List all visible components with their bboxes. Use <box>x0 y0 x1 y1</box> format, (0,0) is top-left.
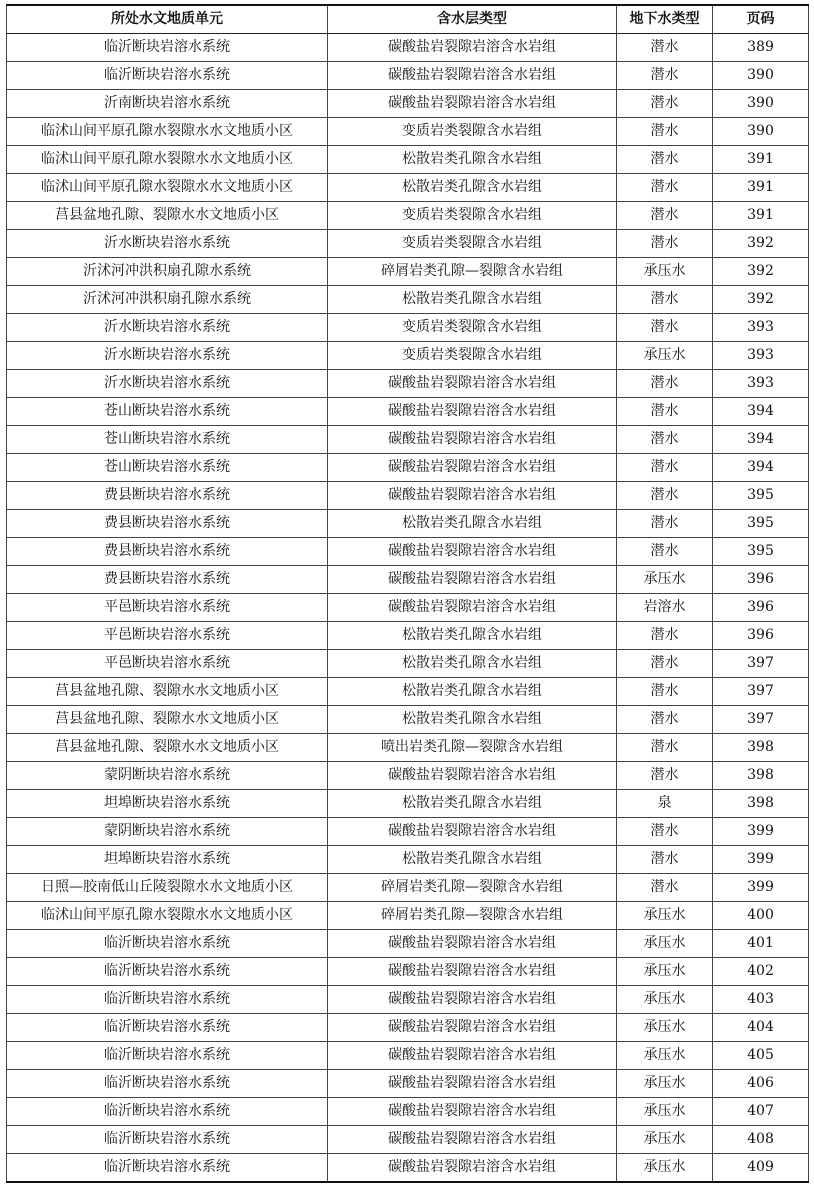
document-page <box>6 4 808 1183</box>
cell-groundwater-type: 潜水 <box>617 678 713 706</box>
index-table <box>6 4 809 1183</box>
cell-groundwater-type: 潜水 <box>617 34 713 62</box>
cell-hydrogeologic-unit: 平邑断块岩溶水系统 <box>7 622 328 650</box>
cell-groundwater-type: 潜水 <box>617 370 713 398</box>
cell-hydrogeologic-unit: 临沭山间平原孔隙水裂隙水水文地质小区 <box>7 174 328 202</box>
cell-groundwater-type: 承压水 <box>617 930 713 958</box>
table-row <box>7 314 809 342</box>
cell-groundwater-type: 承压水 <box>617 566 713 594</box>
cell-page-number: 397 <box>713 678 809 706</box>
cell-hydrogeologic-unit: 临沂断块岩溶水系统 <box>7 1126 328 1154</box>
cell-groundwater-type: 承压水 <box>617 1154 713 1183</box>
header-row <box>7 5 809 34</box>
cell-groundwater-type: 潜水 <box>617 650 713 678</box>
cell-groundwater-type: 潜水 <box>617 62 713 90</box>
cell-aquifer-type: 变质岩类裂隙含水岩组 <box>328 202 617 230</box>
cell-page-number: 404 <box>713 1014 809 1042</box>
table-row <box>7 566 809 594</box>
cell-hydrogeologic-unit: 苍山断块岩溶水系统 <box>7 454 328 482</box>
cell-aquifer-type: 松散岩类孔隙含水岩组 <box>328 622 617 650</box>
table-row <box>7 34 809 62</box>
cell-page-number: 403 <box>713 986 809 1014</box>
cell-groundwater-type: 潜水 <box>617 426 713 454</box>
cell-page-number: 400 <box>713 902 809 930</box>
cell-aquifer-type: 碎屑岩类孔隙—裂隙含水岩组 <box>328 258 617 286</box>
cell-page-number: 391 <box>713 202 809 230</box>
cell-aquifer-type: 松散岩类孔隙含水岩组 <box>328 678 617 706</box>
table-row <box>7 370 809 398</box>
cell-page-number: 394 <box>713 398 809 426</box>
cell-aquifer-type: 碎屑岩类孔隙—裂隙含水岩组 <box>328 902 617 930</box>
cell-page-number: 392 <box>713 230 809 258</box>
cell-hydrogeologic-unit: 费县断块岩溶水系统 <box>7 566 328 594</box>
cell-page-number: 391 <box>713 174 809 202</box>
cell-aquifer-type: 变质岩类裂隙含水岩组 <box>328 314 617 342</box>
cell-groundwater-type: 潜水 <box>617 538 713 566</box>
table-row <box>7 594 809 622</box>
cell-aquifer-type: 松散岩类孔隙含水岩组 <box>328 650 617 678</box>
cell-aquifer-type: 碎屑岩类孔隙—裂隙含水岩组 <box>328 874 617 902</box>
cell-page-number: 396 <box>713 622 809 650</box>
table-row <box>7 706 809 734</box>
cell-groundwater-type: 潜水 <box>617 762 713 790</box>
table-row <box>7 958 809 986</box>
cell-groundwater-type: 承压水 <box>617 958 713 986</box>
cell-page-number: 393 <box>713 370 809 398</box>
table-row <box>7 622 809 650</box>
table-row <box>7 902 809 930</box>
cell-aquifer-type: 松散岩类孔隙含水岩组 <box>328 790 617 818</box>
cell-groundwater-type: 潜水 <box>617 230 713 258</box>
cell-groundwater-type: 潜水 <box>617 846 713 874</box>
cell-page-number: 399 <box>713 846 809 874</box>
cell-hydrogeologic-unit: 临沂断块岩溶水系统 <box>7 1014 328 1042</box>
cell-groundwater-type: 岩溶水 <box>617 594 713 622</box>
cell-hydrogeologic-unit: 临沂断块岩溶水系统 <box>7 1070 328 1098</box>
cell-page-number: 390 <box>713 118 809 146</box>
cell-hydrogeologic-unit: 蒙阴断块岩溶水系统 <box>7 818 328 846</box>
table-row <box>7 762 809 790</box>
table-row <box>7 230 809 258</box>
cell-aquifer-type: 碳酸盐岩裂隙岩溶含水岩组 <box>328 62 617 90</box>
cell-groundwater-type: 潜水 <box>617 146 713 174</box>
table-row <box>7 118 809 146</box>
cell-groundwater-type: 潜水 <box>617 202 713 230</box>
cell-hydrogeologic-unit: 莒县盆地孔隙、裂隙水水文地质小区 <box>7 202 328 230</box>
table-row <box>7 202 809 230</box>
cell-hydrogeologic-unit: 临沭山间平原孔隙水裂隙水水文地质小区 <box>7 902 328 930</box>
cell-groundwater-type: 潜水 <box>617 622 713 650</box>
cell-hydrogeologic-unit: 临沂断块岩溶水系统 <box>7 986 328 1014</box>
cell-aquifer-type: 碳酸盐岩裂隙岩溶含水岩组 <box>328 958 617 986</box>
cell-page-number: 405 <box>713 1042 809 1070</box>
cell-page-number: 394 <box>713 454 809 482</box>
cell-hydrogeologic-unit: 临沂断块岩溶水系统 <box>7 1154 328 1183</box>
cell-aquifer-type: 变质岩类裂隙含水岩组 <box>328 342 617 370</box>
cell-hydrogeologic-unit: 费县断块岩溶水系统 <box>7 538 328 566</box>
cell-aquifer-type: 碳酸盐岩裂隙岩溶含水岩组 <box>328 34 617 62</box>
cell-hydrogeologic-unit: 蒙阴断块岩溶水系统 <box>7 762 328 790</box>
cell-page-number: 399 <box>713 818 809 846</box>
cell-hydrogeologic-unit: 费县断块岩溶水系统 <box>7 482 328 510</box>
cell-page-number: 390 <box>713 62 809 90</box>
cell-page-number: 397 <box>713 706 809 734</box>
table-row <box>7 930 809 958</box>
table-row <box>7 286 809 314</box>
cell-aquifer-type: 喷出岩类孔隙—裂隙含水岩组 <box>328 734 617 762</box>
cell-hydrogeologic-unit: 沂水断块岩溶水系统 <box>7 342 328 370</box>
cell-aquifer-type: 碳酸盐岩裂隙岩溶含水岩组 <box>328 1070 617 1098</box>
cell-page-number: 392 <box>713 258 809 286</box>
cell-hydrogeologic-unit: 莒县盆地孔隙、裂隙水水文地质小区 <box>7 734 328 762</box>
header-page-number: 页码 <box>713 5 809 34</box>
cell-page-number: 393 <box>713 342 809 370</box>
cell-aquifer-type: 碳酸盐岩裂隙岩溶含水岩组 <box>328 454 617 482</box>
cell-hydrogeologic-unit: 莒县盆地孔隙、裂隙水水文地质小区 <box>7 678 328 706</box>
cell-hydrogeologic-unit: 临沂断块岩溶水系统 <box>7 62 328 90</box>
header-hydrogeologic-unit: 所处水文地质单元 <box>7 5 328 34</box>
cell-page-number: 389 <box>713 34 809 62</box>
cell-page-number: 395 <box>713 538 809 566</box>
cell-page-number: 408 <box>713 1126 809 1154</box>
cell-aquifer-type: 碳酸盐岩裂隙岩溶含水岩组 <box>328 90 617 118</box>
cell-hydrogeologic-unit: 费县断块岩溶水系统 <box>7 510 328 538</box>
cell-page-number: 399 <box>713 874 809 902</box>
cell-groundwater-type: 承压水 <box>617 1042 713 1070</box>
cell-hydrogeologic-unit: 临沂断块岩溶水系统 <box>7 958 328 986</box>
cell-aquifer-type: 松散岩类孔隙含水岩组 <box>328 146 617 174</box>
table-row <box>7 874 809 902</box>
table-row <box>7 650 809 678</box>
cell-page-number: 392 <box>713 286 809 314</box>
cell-hydrogeologic-unit: 临沭山间平原孔隙水裂隙水水文地质小区 <box>7 118 328 146</box>
table-row <box>7 986 809 1014</box>
header-groundwater-type: 地下水类型 <box>617 5 713 34</box>
table-row <box>7 734 809 762</box>
cell-page-number: 406 <box>713 1070 809 1098</box>
cell-page-number: 398 <box>713 734 809 762</box>
cell-groundwater-type: 潜水 <box>617 482 713 510</box>
cell-page-number: 401 <box>713 930 809 958</box>
cell-groundwater-type: 承压水 <box>617 1070 713 1098</box>
table-row <box>7 454 809 482</box>
cell-aquifer-type: 碳酸盐岩裂隙岩溶含水岩组 <box>328 398 617 426</box>
cell-aquifer-type: 碳酸盐岩裂隙岩溶含水岩组 <box>328 1098 617 1126</box>
cell-aquifer-type: 变质岩类裂隙含水岩组 <box>328 118 617 146</box>
cell-groundwater-type: 潜水 <box>617 454 713 482</box>
cell-aquifer-type: 碳酸盐岩裂隙岩溶含水岩组 <box>328 762 617 790</box>
cell-hydrogeologic-unit: 临沭山间平原孔隙水裂隙水水文地质小区 <box>7 146 328 174</box>
cell-aquifer-type: 松散岩类孔隙含水岩组 <box>328 510 617 538</box>
cell-page-number: 396 <box>713 594 809 622</box>
table-row <box>7 510 809 538</box>
header-aquifer-type: 含水层类型 <box>328 5 617 34</box>
cell-groundwater-type: 潜水 <box>617 510 713 538</box>
cell-page-number: 395 <box>713 482 809 510</box>
cell-groundwater-type: 承压水 <box>617 1014 713 1042</box>
table-row <box>7 174 809 202</box>
table-row <box>7 790 809 818</box>
cell-aquifer-type: 碳酸盐岩裂隙岩溶含水岩组 <box>328 930 617 958</box>
table-row <box>7 62 809 90</box>
cell-groundwater-type: 潜水 <box>617 818 713 846</box>
cell-groundwater-type: 潜水 <box>617 90 713 118</box>
cell-hydrogeologic-unit: 坦埠断块岩溶水系统 <box>7 790 328 818</box>
cell-page-number: 390 <box>713 90 809 118</box>
cell-groundwater-type: 潜水 <box>617 706 713 734</box>
table-body <box>7 34 809 1183</box>
table-row <box>7 482 809 510</box>
cell-hydrogeologic-unit: 沂沭河冲洪积扇孔隙水系统 <box>7 258 328 286</box>
cell-groundwater-type: 潜水 <box>617 118 713 146</box>
cell-groundwater-type: 承压水 <box>617 258 713 286</box>
table-row <box>7 258 809 286</box>
cell-aquifer-type: 碳酸盐岩裂隙岩溶含水岩组 <box>328 370 617 398</box>
cell-page-number: 407 <box>713 1098 809 1126</box>
table-row <box>7 818 809 846</box>
cell-aquifer-type: 松散岩类孔隙含水岩组 <box>328 706 617 734</box>
cell-aquifer-type: 碳酸盐岩裂隙岩溶含水岩组 <box>328 426 617 454</box>
cell-hydrogeologic-unit: 临沂断块岩溶水系统 <box>7 1042 328 1070</box>
cell-aquifer-type: 碳酸盐岩裂隙岩溶含水岩组 <box>328 1014 617 1042</box>
cell-page-number: 391 <box>713 146 809 174</box>
table-row <box>7 1014 809 1042</box>
cell-hydrogeologic-unit: 临沂断块岩溶水系统 <box>7 930 328 958</box>
cell-groundwater-type: 承压水 <box>617 1126 713 1154</box>
cell-page-number: 394 <box>713 426 809 454</box>
cell-hydrogeologic-unit: 平邑断块岩溶水系统 <box>7 594 328 622</box>
table-header <box>7 5 809 34</box>
cell-aquifer-type: 碳酸盐岩裂隙岩溶含水岩组 <box>328 538 617 566</box>
cell-aquifer-type: 碳酸盐岩裂隙岩溶含水岩组 <box>328 818 617 846</box>
cell-groundwater-type: 承压水 <box>617 342 713 370</box>
cell-groundwater-type: 潜水 <box>617 314 713 342</box>
cell-page-number: 409 <box>713 1154 809 1183</box>
cell-aquifer-type: 松散岩类孔隙含水岩组 <box>328 286 617 314</box>
table-row <box>7 146 809 174</box>
cell-aquifer-type: 碳酸盐岩裂隙岩溶含水岩组 <box>328 1154 617 1183</box>
cell-aquifer-type: 碳酸盐岩裂隙岩溶含水岩组 <box>328 566 617 594</box>
cell-page-number: 398 <box>713 762 809 790</box>
cell-hydrogeologic-unit: 沂沭河冲洪积扇孔隙水系统 <box>7 286 328 314</box>
cell-hydrogeologic-unit: 沂水断块岩溶水系统 <box>7 370 328 398</box>
table-row <box>7 1154 809 1183</box>
cell-groundwater-type: 潜水 <box>617 286 713 314</box>
table-row <box>7 1098 809 1126</box>
cell-groundwater-type: 潜水 <box>617 874 713 902</box>
cell-hydrogeologic-unit: 苍山断块岩溶水系统 <box>7 398 328 426</box>
cell-groundwater-type: 承压水 <box>617 902 713 930</box>
cell-aquifer-type: 碳酸盐岩裂隙岩溶含水岩组 <box>328 1042 617 1070</box>
cell-aquifer-type: 松散岩类孔隙含水岩组 <box>328 846 617 874</box>
cell-page-number: 393 <box>713 314 809 342</box>
table-row <box>7 426 809 454</box>
cell-aquifer-type: 碳酸盐岩裂隙岩溶含水岩组 <box>328 482 617 510</box>
cell-hydrogeologic-unit: 沂南断块岩溶水系统 <box>7 90 328 118</box>
cell-hydrogeologic-unit: 沂水断块岩溶水系统 <box>7 314 328 342</box>
table-row <box>7 1126 809 1154</box>
cell-aquifer-type: 松散岩类孔隙含水岩组 <box>328 174 617 202</box>
cell-hydrogeologic-unit: 临沂断块岩溶水系统 <box>7 34 328 62</box>
cell-aquifer-type: 变质岩类裂隙含水岩组 <box>328 230 617 258</box>
cell-page-number: 402 <box>713 958 809 986</box>
table-row <box>7 398 809 426</box>
cell-groundwater-type: 潜水 <box>617 398 713 426</box>
cell-hydrogeologic-unit: 苍山断块岩溶水系统 <box>7 426 328 454</box>
cell-hydrogeologic-unit: 莒县盆地孔隙、裂隙水水文地质小区 <box>7 706 328 734</box>
cell-hydrogeologic-unit: 坦埠断块岩溶水系统 <box>7 846 328 874</box>
cell-page-number: 396 <box>713 566 809 594</box>
cell-groundwater-type: 泉 <box>617 790 713 818</box>
cell-groundwater-type: 承压水 <box>617 1098 713 1126</box>
cell-groundwater-type: 潜水 <box>617 734 713 762</box>
cell-hydrogeologic-unit: 日照—胶南低山丘陵裂隙水水文地质小区 <box>7 874 328 902</box>
table-row <box>7 846 809 874</box>
cell-aquifer-type: 碳酸盐岩裂隙岩溶含水岩组 <box>328 1126 617 1154</box>
cell-aquifer-type: 碳酸盐岩裂隙岩溶含水岩组 <box>328 986 617 1014</box>
cell-page-number: 397 <box>713 650 809 678</box>
table-row <box>7 342 809 370</box>
table-row <box>7 1070 809 1098</box>
cell-hydrogeologic-unit: 平邑断块岩溶水系统 <box>7 650 328 678</box>
cell-page-number: 395 <box>713 510 809 538</box>
cell-hydrogeologic-unit: 沂水断块岩溶水系统 <box>7 230 328 258</box>
table-row <box>7 1042 809 1070</box>
cell-groundwater-type: 潜水 <box>617 174 713 202</box>
table-row <box>7 538 809 566</box>
table-row <box>7 90 809 118</box>
cell-groundwater-type: 承压水 <box>617 986 713 1014</box>
cell-aquifer-type: 碳酸盐岩裂隙岩溶含水岩组 <box>328 594 617 622</box>
table-row <box>7 678 809 706</box>
cell-hydrogeologic-unit: 临沂断块岩溶水系统 <box>7 1098 328 1126</box>
cell-page-number: 398 <box>713 790 809 818</box>
